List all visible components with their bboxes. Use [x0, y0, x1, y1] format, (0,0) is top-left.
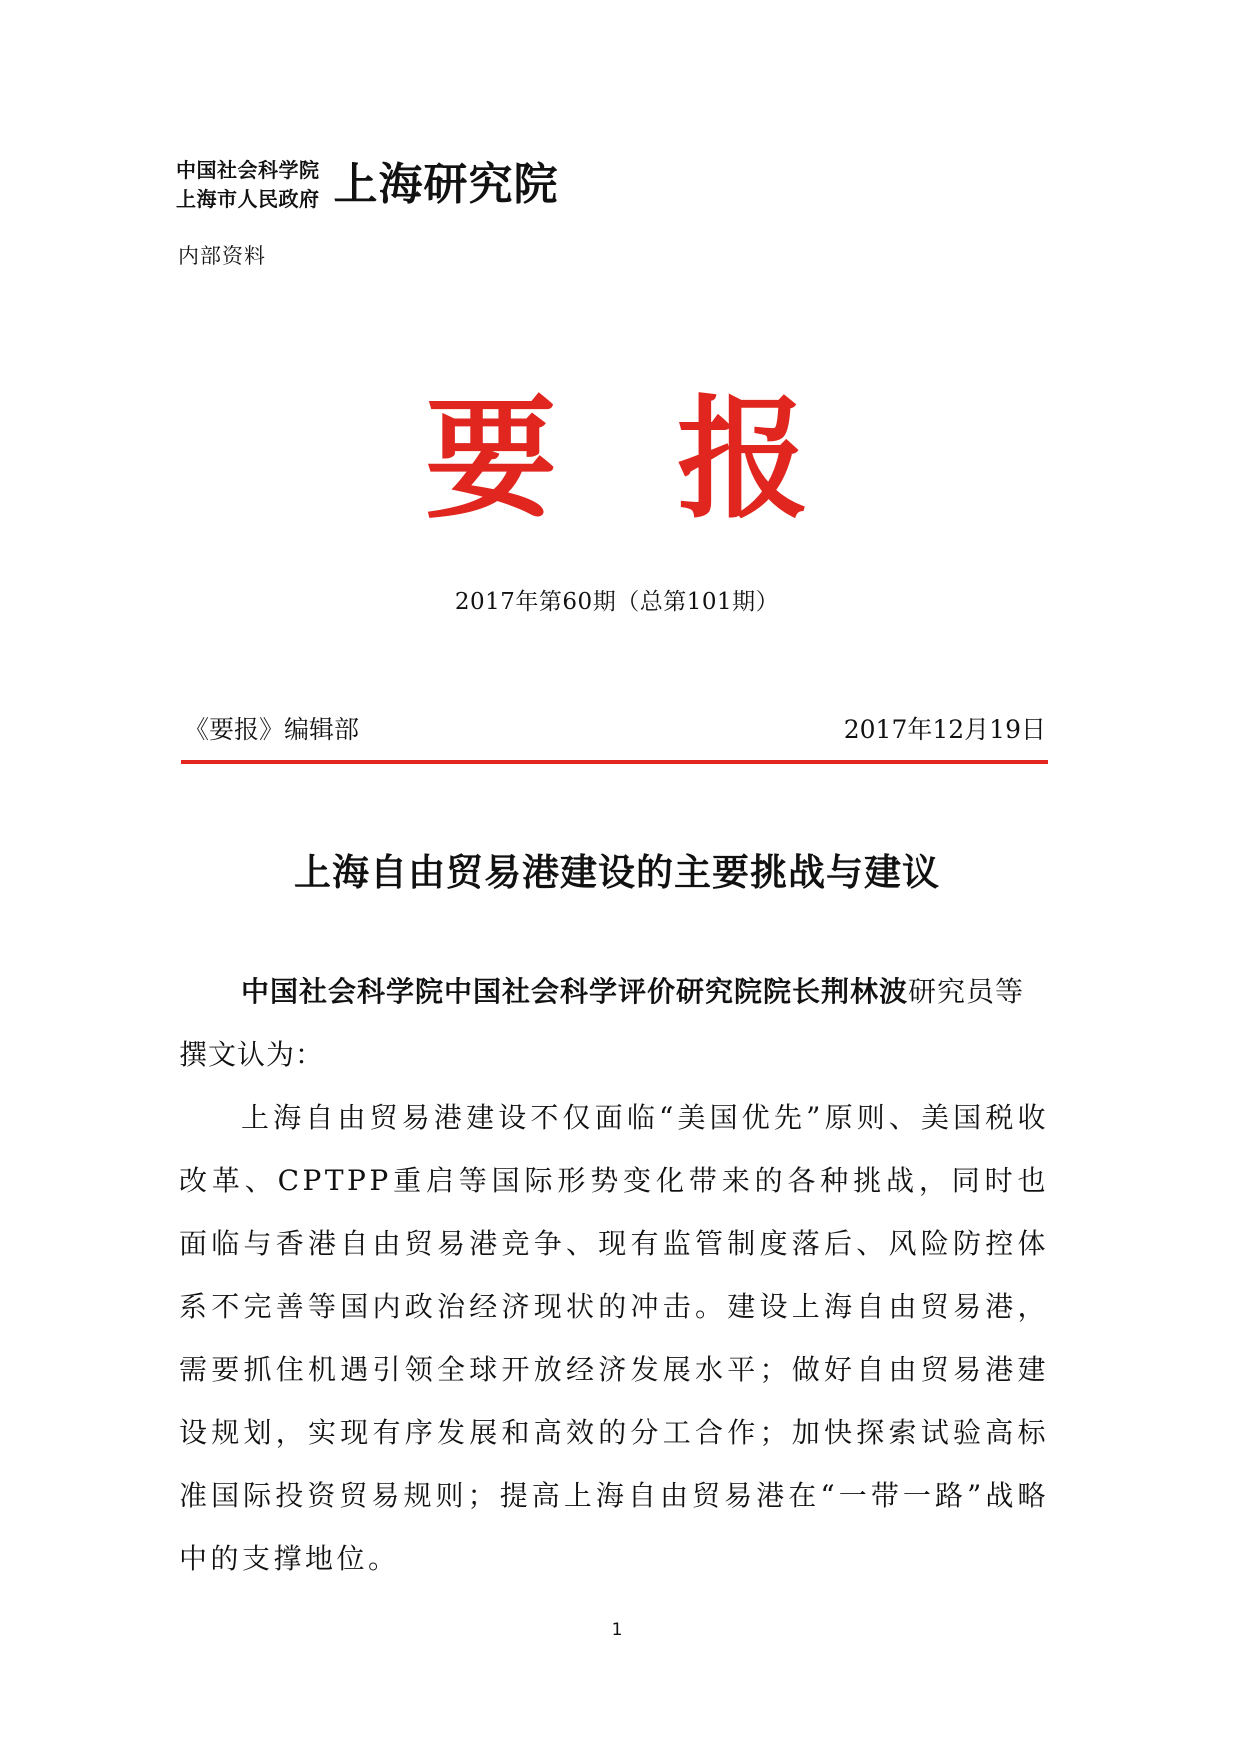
issue-number: 2017年第60期（总第101期）: [454, 589, 780, 615]
lead-continuation: 研究员等撰文认为：: [179, 975, 1025, 1071]
editorial-department: 《要报》编辑部: [184, 715, 360, 744]
sponsor-organizations: [176, 156, 320, 214]
author-attribution: 中国社会科学院中国社会科学评价研究院院长荆林波: [241, 975, 909, 1008]
institution-name: 上海研究院: [333, 159, 559, 210]
article-title: 上海自由贸易港建设的主要挑战与建议: [294, 850, 940, 894]
masthead-title: 要报: [425, 382, 929, 537]
publication-date: 2017年12月19日: [843, 715, 1046, 744]
red-divider: [181, 760, 1048, 764]
sponsor-line-1: 中国社会科学院: [176, 158, 320, 182]
editorial-line: [184, 710, 1046, 746]
institution-header: [176, 156, 559, 214]
article-lead: [179, 960, 1049, 1086]
classification-label: 内部资料: [178, 244, 266, 268]
article-body: 上海自由贸易港建设不仅面临“美国优先”原则、美国税收改革、CPTPP重启等国际形势变化带来的各种挑战，同时也面临与香港自由贸易港竞争、现有监管制度落后、风险防控体系不完善等国内政治经济现状的冲击。建设上海自由贸易港，需要抓住机遇引领全球开放经济发展水平；做好自由贸易港建设规划，实现有序发展和高效的分工合作；加快探索试验高标准国际投资贸易规则；提高上海自由贸易港在“一带一路”战略中的支撑地位。: [179, 1101, 1049, 1575]
page-number: 1: [611, 1620, 623, 1640]
sponsor-line-2: 上海市人民政府: [176, 187, 320, 211]
